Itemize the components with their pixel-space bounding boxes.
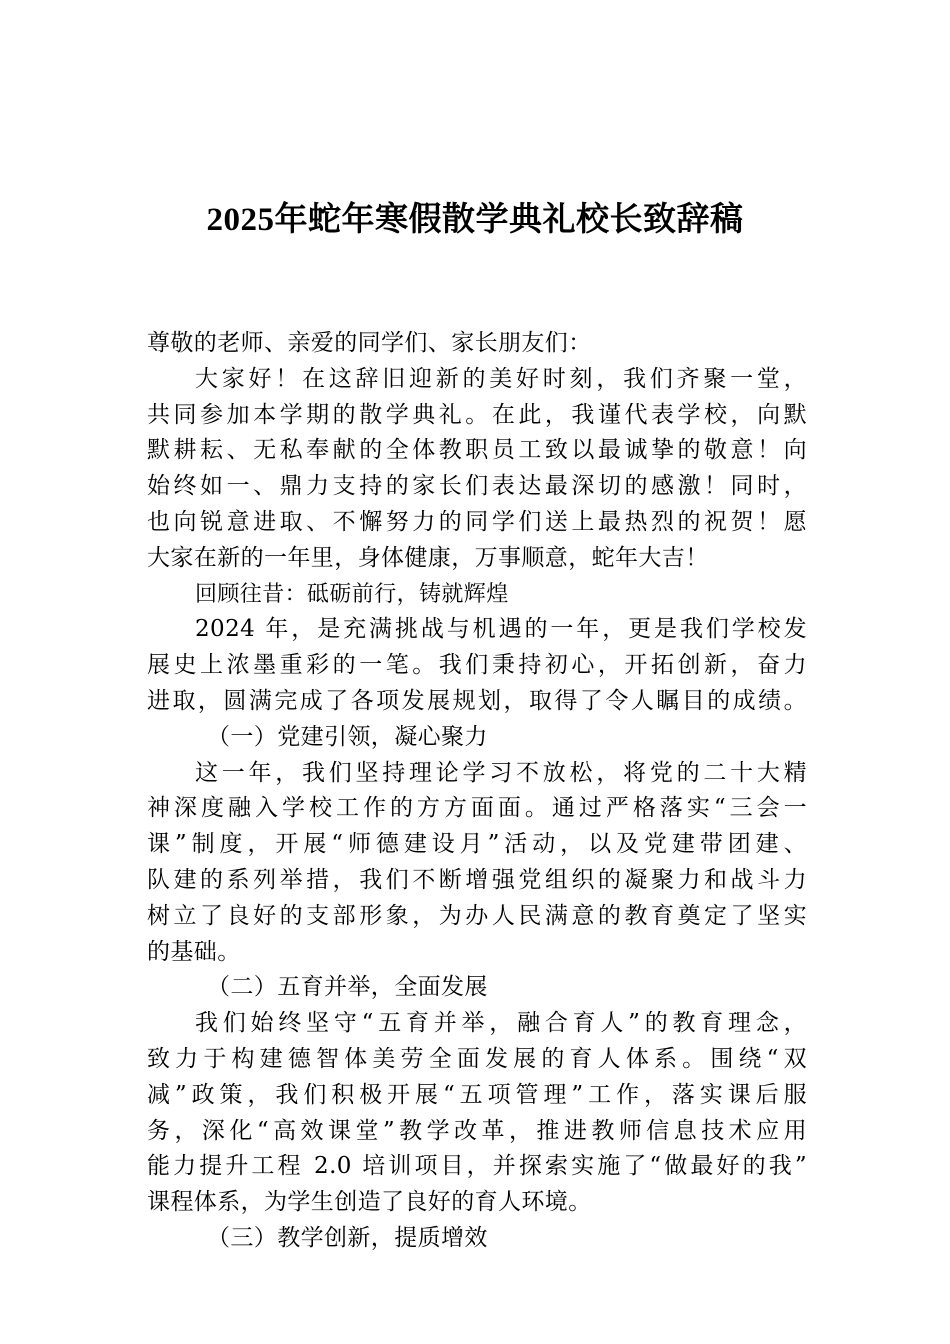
sub-heading-five-education: （二）五育并举，全面发展 (207, 974, 488, 1001)
text-line: 课程体系，为学生创造了良好的育人环境。 (147, 1189, 592, 1216)
text-line: 展史上浓墨重彩的一笔。我们秉持初心，开拓创新，奋力 (147, 652, 807, 679)
text-line: 2024 年，是充满挑战与机遇的一年，更是我们学校发 (195, 616, 807, 643)
text-line: 队建的系列举措，我们不断增强党组织的凝聚力和战斗力 (147, 866, 807, 893)
salutation: 尊敬的老师、亲爱的同学们、家长朋友们： (147, 330, 592, 356)
paragraph-five-education (147, 1006, 807, 1221)
paragraph-party-building (147, 756, 807, 971)
text-line: 大家好！在这辞旧迎新的美好时刻，我们齐聚一堂， (195, 365, 807, 392)
text-line: 共同参加本学期的散学典礼。在此，我谨代表学校，向默 (147, 401, 807, 428)
text-line: 务，深化“高效课堂”教学改革，推进教师信息技术应用 (147, 1117, 807, 1144)
sub-heading-teaching-innovation: （三）教学创新，提质增效 (207, 1224, 488, 1251)
text-line: 能力提升工程 2.0 培训项目，并探索实施了“做最好的我” (147, 1153, 807, 1180)
text-line: 课”制度，开展“师德建设月”活动，以及党建带团建、 (147, 831, 807, 858)
text-line: 大家在新的一年里，身体健康，万事顺意，蛇年大吉！ (147, 544, 709, 571)
section-heading-review: 回顾往昔：砥砺前行，铸就辉煌 (195, 581, 509, 607)
paragraph-2024-summary (147, 612, 807, 719)
text-line: 的基础。 (147, 938, 241, 965)
text-line: 致力于构建德智体美劳全面发展的育人体系。围绕“双 (147, 1045, 807, 1072)
text-line: 神深度融入学校工作的方方面面。通过严格落实“三会一 (147, 795, 807, 822)
text-line: 始终如一、鼎力支持的家长们表达最深切的感激！同时， (147, 473, 807, 500)
text-line: 默耕耘、无私奉献的全体教职员工致以最诚挚的敬意！向 (147, 437, 807, 464)
document-title: 2025年蛇年寒假散学典礼校长致辞稿 (206, 202, 744, 238)
paragraph-greeting (147, 362, 807, 577)
text-line: 减”政策，我们积极开展“五项管理”工作，落实课后服 (147, 1081, 807, 1108)
text-line: 这一年，我们坚持理论学习不放松，将党的二十大精 (195, 759, 807, 786)
document-body (147, 326, 807, 1257)
text-line: 也向锐意进取、不懈努力的同学们送上最热烈的祝贺！愿 (147, 508, 807, 535)
text-line: 树立了良好的支部形象，为办人民满意的教育奠定了坚实 (147, 902, 807, 929)
text-line: 我们始终坚守“五育并举，融合育人”的教育理念， (195, 1010, 807, 1037)
sub-heading-party-building: （一）党建引领，凝心聚力 (207, 723, 488, 750)
text-line: 进取，圆满完成了各项发展规划，取得了令人瞩目的成绩。 (147, 687, 807, 714)
